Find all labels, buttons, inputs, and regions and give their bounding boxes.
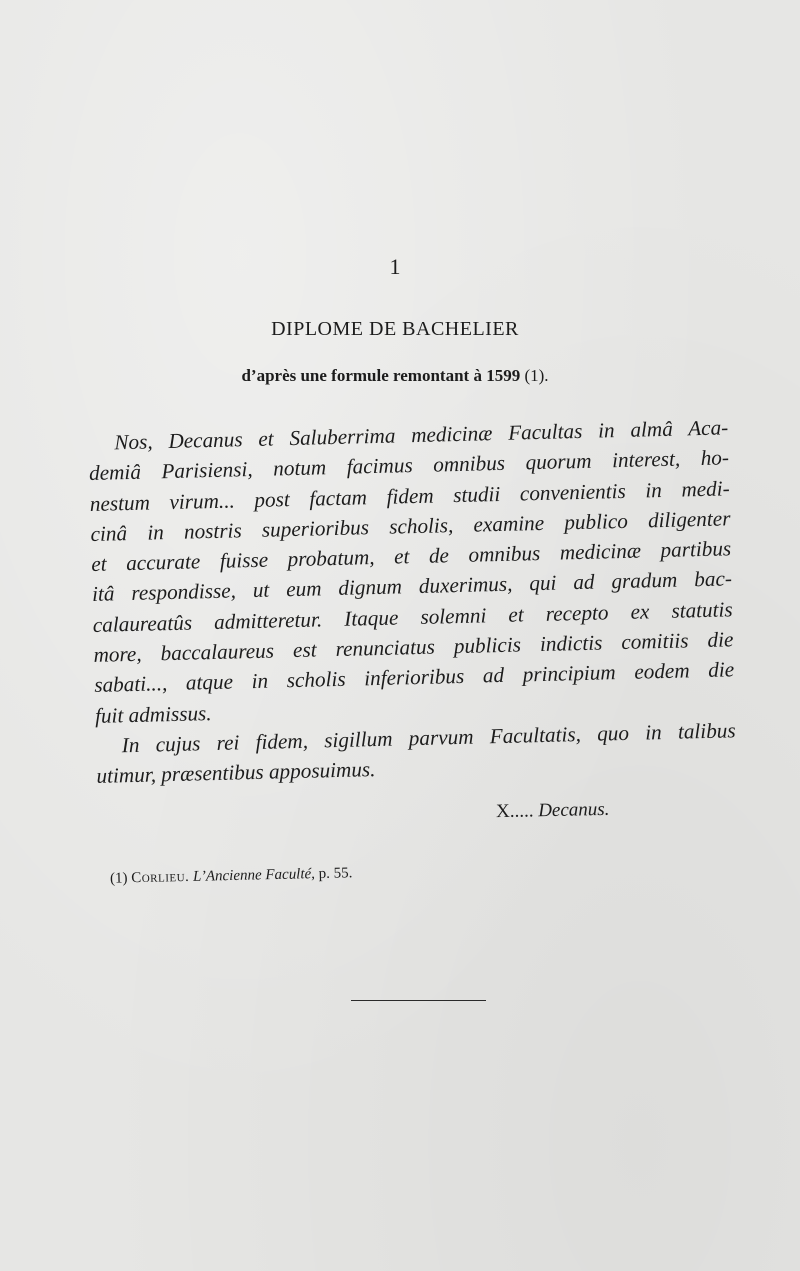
body-line: calaureatûs admitteretur. Itaque solemni et recepto ex statutis [92, 597, 733, 637]
signature-prefix: X..... [495, 800, 534, 823]
body-line: fuit admissus. [94, 700, 212, 728]
body-line: cinâ in nostris superioribus scholis, examine publico diligenter [90, 506, 731, 546]
footnote-reference: (1). [524, 366, 549, 385]
body-line: utimur, præsentibus apposuimus. [96, 757, 376, 789]
footnote-book: L’Ancienne Faculté, [192, 866, 316, 885]
footnote-author: Corlieu. [131, 868, 190, 887]
body-line: nestum virum... post factam fidem studii convenientis in medi- [89, 475, 730, 516]
page-title: DIPLOME DE BACHELIER [271, 318, 519, 340]
subtitle-text: d’après une formule remontant à 1599 [241, 366, 521, 385]
signature [496, 799, 610, 823]
body-line: demiâ Parisiensi, notum facimus omnibus quorum interest, ho- [88, 445, 730, 486]
page-subtitle [0, 366, 790, 386]
body-line: et accurate fuisse probatum, et de omnibus medicinæ partibus [91, 536, 732, 577]
body-line: more, baccalaureus est renunciatus publicis indictis comitiis die [93, 627, 734, 668]
footnote [110, 865, 353, 887]
body-line: In cujus rei fidem, sigillum parvum Facultatis, quo in talibus [121, 718, 736, 758]
footnote-page: p. 55. [318, 865, 353, 883]
body-line: Nos, Decanus et Saluberrima medicinæ Facultas in almâ Aca- [114, 415, 729, 455]
footnote-marker: (1) [109, 870, 128, 887]
diploma-text [88, 412, 737, 791]
body-line: sabati..., atque in scholis inferioribus ad principium eodem die [93, 657, 735, 698]
section-number: 1 [389, 254, 401, 279]
signature-title: Decanus. [538, 798, 610, 822]
body-line: itâ respondisse, ut eum dignum duxerimus, qui ad gradum bac- [91, 566, 733, 607]
closing-rule [351, 1000, 486, 1001]
